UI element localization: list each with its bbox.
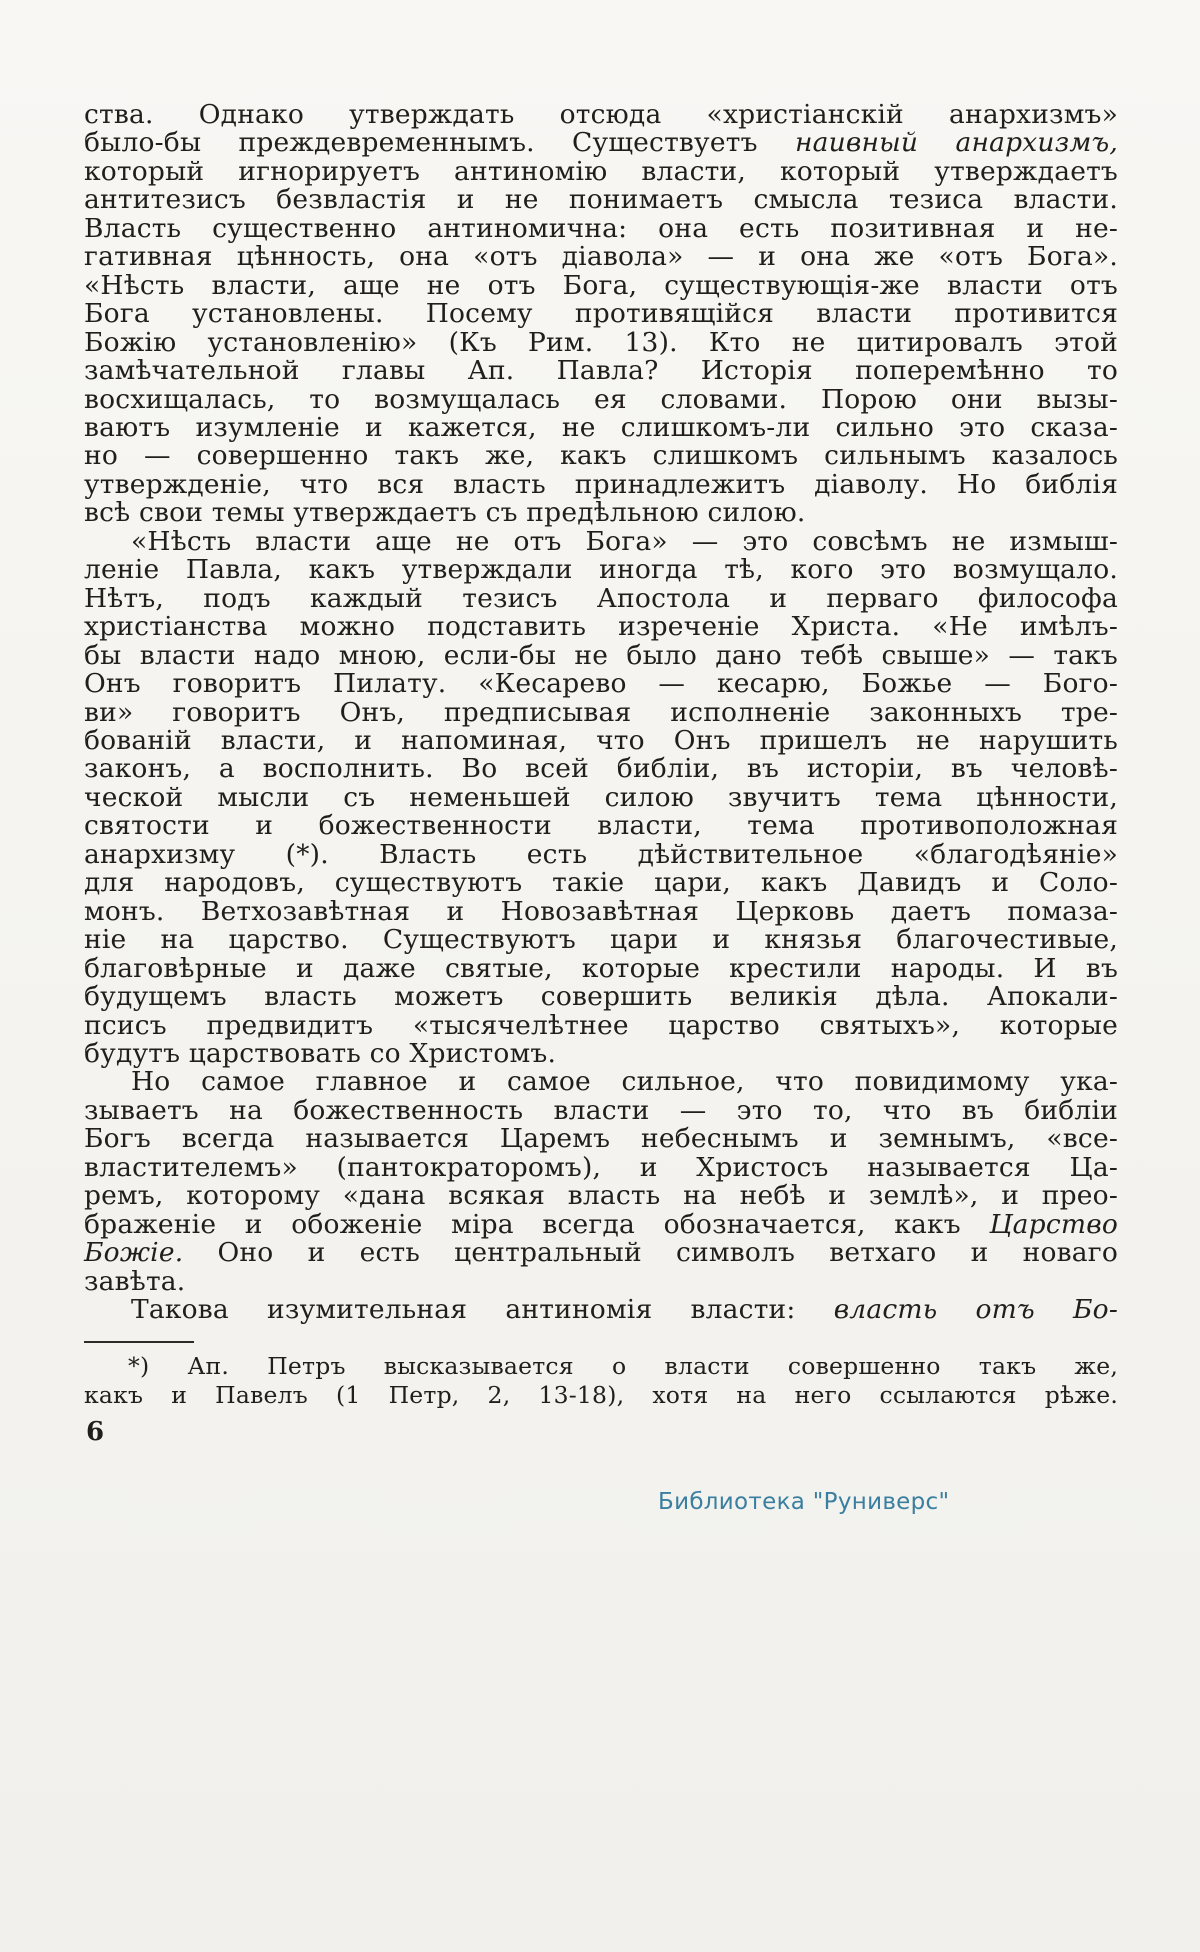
text-run: Но самое главное и самое сильное, что повидимому ука-: [131, 1066, 1118, 1098]
text-line: [84, 499, 1118, 527]
text-line: [84, 525, 1118, 557]
text-run: браженіе и обоженіе міра всегда обозначается, какъ: [84, 1208, 990, 1240]
text-line: [84, 952, 1118, 984]
text-line: [84, 895, 1118, 927]
text-line: [84, 383, 1118, 415]
text-line: [84, 582, 1118, 614]
text-run: ства. Однако утверждать отсюда «христіанскій анархизмъ»: [84, 99, 1118, 130]
text-run: законъ, а восполнить. Во всей библіи, въ исторіи, въ человѣ-: [84, 753, 1118, 785]
text-run: антитезисъ безвластія и не понимаетъ смысла тезиса власти.: [84, 184, 1118, 216]
text-line: [84, 442, 1118, 470]
text-line: [84, 269, 1118, 301]
text-run: Царство: [989, 1208, 1118, 1240]
text-line: [84, 1265, 1118, 1297]
text-line: [84, 1037, 1118, 1069]
text-line: [84, 1182, 1118, 1210]
text-line: [84, 1068, 1118, 1096]
text-run: завѣта.: [84, 1265, 186, 1297]
text-line: [84, 411, 1118, 443]
main-text: [84, 101, 1118, 1324]
text-line: [84, 1151, 1118, 1183]
text-line: [84, 812, 1118, 840]
page-number: 6: [86, 1417, 105, 1447]
text-block: [84, 101, 1118, 1409]
text-line: [84, 781, 1118, 813]
text-run: замѣчательной главы Ап. Павла? Исторія поперемѣнно то: [84, 355, 1118, 387]
footnote: [84, 1341, 1118, 1409]
text-run: *) Ап. Петръ высказывается о власти совершенно такъ же,: [128, 1352, 1118, 1381]
text-line: [84, 129, 1118, 157]
footnote-separator: [84, 1341, 194, 1343]
text-run: Такова изумительная антиномія власти:: [131, 1294, 834, 1326]
text-run: будущемъ власть можетъ совершить великія дѣла. Апокали-: [84, 981, 1118, 1013]
text-run: Нѣтъ, подъ каждый тезисъ Апостола и перваго философа: [84, 582, 1118, 614]
text-line: [84, 357, 1118, 385]
text-run: Бога установлены. Посему противящійся власти противится: [84, 298, 1118, 330]
text-run: всѣ свои темы утверждаетъ съ предѣльною силою.: [84, 497, 806, 529]
text-line: [84, 838, 1118, 870]
text-run: будутъ царствовать со Христомъ.: [84, 1037, 557, 1069]
text-line: [84, 300, 1118, 328]
text-run: который игнорируетъ антиномію власти, который утверждаетъ: [84, 155, 1118, 187]
text-run: для народовъ, существуютъ такіе цари, какъ Давидъ и Соло-: [84, 867, 1118, 899]
text-line: [84, 696, 1118, 728]
text-line: [84, 1094, 1118, 1126]
text-run: ческой мысли съ неменьшей силою звучитъ тема цѣнности,: [84, 781, 1118, 813]
text-run: Власть существенно антиномична: она есть позитивная и не-: [84, 212, 1118, 244]
watermark: Библиотека "Руниверс": [658, 1489, 950, 1515]
text-line: [84, 155, 1118, 187]
text-run: монъ. Ветхозавѣтная и Новозавѣтная Церковь даетъ помаза-: [84, 895, 1118, 927]
text-run: ви» говоритъ Онъ, предписывая исполненіе законныхъ тре-: [84, 696, 1118, 728]
text-run: бованій власти, и напоминая, что Онъ пришелъ не нарушить: [84, 724, 1118, 756]
text-line: [84, 1208, 1118, 1240]
text-line: [84, 724, 1118, 756]
text-line: [84, 101, 1118, 129]
text-run: Онъ говоритъ Пилату. «Кесарево — кесарю, Божье — Бого-: [84, 668, 1118, 700]
text-run: наивный анархизмъ,: [794, 127, 1119, 159]
text-run: Божіе.: [84, 1237, 184, 1269]
text-line: [84, 556, 1118, 584]
text-run: христіанства можно подставить изреченіе Христа. «Не имѣлъ-: [84, 611, 1118, 643]
text-run: «Нѣсть власти, аще не отъ Бога, существующія-же власти отъ: [84, 269, 1118, 301]
text-run: утвержденіе, что вся власть принадлежитъ діаволу. Но библія: [84, 468, 1118, 500]
text-run: Оно и есть центральный символъ ветхаго и новаго: [183, 1237, 1118, 1269]
text-run: ніе на царство. Существуютъ цари и князья благочестивые,: [84, 924, 1118, 956]
text-run: какъ и Павелъ (1 Петр, 2, 13-18), хотя на него ссылаются рѣже.: [84, 1380, 1118, 1409]
text-line: [84, 639, 1118, 671]
text-line: [84, 326, 1118, 358]
text-run: властителемъ» (пантократоромъ), и Христосъ называется Ца-: [84, 1151, 1118, 1183]
text-line: [84, 1239, 1118, 1267]
text-line: [84, 212, 1118, 244]
text-line: [84, 755, 1118, 783]
text-run: анархизму (*). Власть есть дѣйствительное «благодѣяніе»: [84, 838, 1118, 870]
text-line: [84, 186, 1118, 214]
text-line: [84, 869, 1118, 897]
text-run: благовѣрные и даже святые, которые крестили народы. И въ: [84, 952, 1118, 984]
text-line: [84, 670, 1118, 698]
text-run: бы власти надо мною, если-бы не было дано тебѣ свыше» — такъ: [84, 639, 1118, 671]
text-line: [84, 468, 1118, 500]
text-line: [84, 243, 1118, 271]
text-line: [84, 1381, 1118, 1410]
text-run: Богъ всегда называется Царемъ небеснымъ и земнымъ, «все-: [84, 1123, 1118, 1155]
text-run: но — совершенно такъ же, какъ слишкомъ сильнымъ казалось: [84, 440, 1118, 472]
text-run: гативная цѣнность, она «отъ діавола» — и она же «отъ Бога».: [84, 241, 1118, 273]
text-run: ваютъ изумленіе и кажется, не слишкомъ-ли сильно это сказа-: [84, 411, 1118, 443]
text-line: [84, 926, 1118, 954]
text-run: псисъ предвидитъ «тысячелѣтнее царство святыхъ», которые: [84, 1009, 1118, 1041]
text-line: [84, 1296, 1118, 1324]
text-run: зываетъ на божественность власти — это то, что въ библіи: [84, 1094, 1118, 1126]
text-line: [84, 983, 1118, 1011]
text-run: Божію установленію» (Къ Рим. 13). Кто не цитировалъ этой: [84, 326, 1118, 358]
text-line: [84, 613, 1118, 641]
text-run: было-бы преждевременнымъ. Существуетъ: [84, 127, 795, 159]
text-run: святости и божественности власти, тема противоположная: [84, 810, 1118, 842]
text-run: «Нѣсть власти аще не отъ Бога» — это совсѣмъ не измыш-: [131, 525, 1118, 557]
text-run: восхищалась, то возмущалась ея словами. Порою они вызы-: [84, 383, 1118, 415]
text-line: [84, 1125, 1118, 1153]
text-run: власть отъ Бо-: [833, 1294, 1118, 1326]
text-line: [84, 1352, 1118, 1381]
text-run: леніе Павла, какъ утверждали иногда тѣ, кого это возмущало.: [84, 554, 1118, 586]
text-run: ремъ, которому «дана всякая власть на небѣ и землѣ», и прео-: [84, 1180, 1118, 1212]
text-line: [84, 1009, 1118, 1041]
footnote-text: [84, 1352, 1118, 1409]
